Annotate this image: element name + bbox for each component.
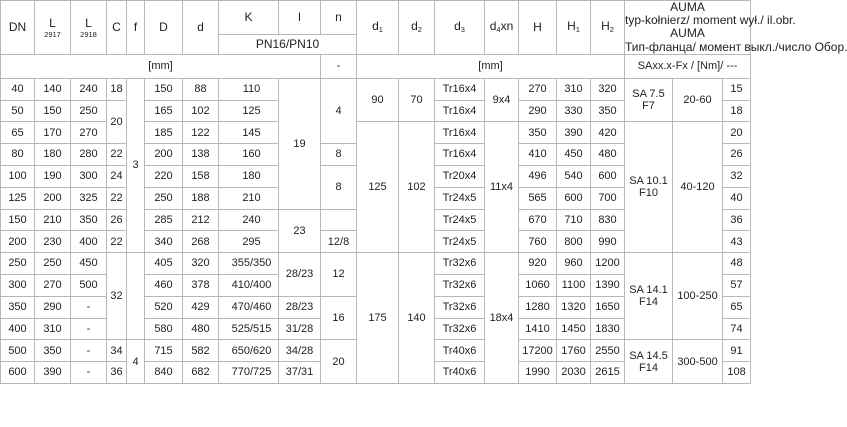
cell-l: 37/31 xyxy=(279,362,321,384)
header-dn: DN xyxy=(1,1,35,55)
cell-d3: Tr20x4 xyxy=(435,165,485,187)
cell-D: 185 xyxy=(145,122,183,144)
cell-H1: 330 xyxy=(557,100,591,122)
cell-turns: 108 xyxy=(723,362,751,384)
header-auma-line: Тип-фланца/ момент выкл./число Обор. xyxy=(625,39,847,54)
units-mm: [mm] xyxy=(357,54,625,78)
header-auma xyxy=(625,0,847,55)
cell-n: 20 xyxy=(321,340,357,384)
cell-l2917: 140 xyxy=(35,78,71,100)
cell-drive-model: SA 10.1 F10 xyxy=(625,122,673,253)
cell-d3: Tr40x6 xyxy=(435,362,485,384)
cell-D: 165 xyxy=(145,100,183,122)
cell-c: 22 xyxy=(107,144,127,166)
cell-l2918: - xyxy=(71,340,107,362)
cell-l2918: 300 xyxy=(71,165,107,187)
cell-c: 32 xyxy=(107,253,127,340)
cell-H1: 1760 xyxy=(557,340,591,362)
cell-turns: 43 xyxy=(723,231,751,253)
cell-H2: 350 xyxy=(591,100,625,122)
cell-l2918: 325 xyxy=(71,187,107,209)
cell-l2917: 170 xyxy=(35,122,71,144)
cell-dn: 80 xyxy=(1,144,35,166)
cell-H: 670 xyxy=(519,209,557,231)
cell-turns: 18 xyxy=(723,100,751,122)
header-H2: H2 xyxy=(591,1,625,55)
cell-c: 18 xyxy=(107,78,127,100)
header-c: C xyxy=(107,1,127,55)
cell-c: 36 xyxy=(107,362,127,384)
cell-n: 12 xyxy=(321,253,357,297)
cell-H1: 710 xyxy=(557,209,591,231)
cell-H2: 480 xyxy=(591,144,625,166)
cell-d3: Tr16x4 xyxy=(435,144,485,166)
cell-turns: 15 xyxy=(723,78,751,100)
header-H1: H1 xyxy=(557,1,591,55)
cell-D: 520 xyxy=(145,296,183,318)
cell-d: 429 xyxy=(183,296,219,318)
cell-turns: 48 xyxy=(723,253,751,275)
cell-D: 580 xyxy=(145,318,183,340)
cell-d3: Tr16x4 xyxy=(435,122,485,144)
cell-dn: 200 xyxy=(1,231,35,253)
cell-d3: Tr24x5 xyxy=(435,231,485,253)
header-H: H xyxy=(519,1,557,55)
cell-d2: 70 xyxy=(399,78,435,122)
cell-H2: 2550 xyxy=(591,340,625,362)
units-dash: - xyxy=(321,54,357,78)
cell-l2917: 190 xyxy=(35,165,71,187)
cell-turns: 57 xyxy=(723,274,751,296)
header-l: l xyxy=(279,1,321,35)
cell-l2917: 390 xyxy=(35,362,71,384)
cell-dn: 500 xyxy=(1,340,35,362)
cell-turns: 26 xyxy=(723,144,751,166)
cell-K: 110 xyxy=(219,78,279,100)
cell-D: 340 xyxy=(145,231,183,253)
cell-l2917: 150 xyxy=(35,100,71,122)
cell-d1: 175 xyxy=(357,253,399,384)
cell-H: 270 xyxy=(519,78,557,100)
header-n: n xyxy=(321,1,357,35)
cell-drive-model: SA 14.5 F14 xyxy=(625,340,673,384)
header-pn: PN16/PN10 xyxy=(219,35,357,54)
cell-d3: Tr32x6 xyxy=(435,296,485,318)
cell-d: 268 xyxy=(183,231,219,253)
cell-H: 410 xyxy=(519,144,557,166)
cell-H2: 1200 xyxy=(591,253,625,275)
header-auma-line: AUMA xyxy=(670,26,705,41)
cell-turns: 40 xyxy=(723,187,751,209)
cell-l2918: 450 xyxy=(71,253,107,275)
cell-K: 240 xyxy=(219,209,279,231)
cell-H: 1280 xyxy=(519,296,557,318)
cell-drive-torque: 20-60 xyxy=(673,78,723,122)
cell-H: 290 xyxy=(519,100,557,122)
cell-turns: 91 xyxy=(723,340,751,362)
cell-d3: Tr24x5 xyxy=(435,187,485,209)
cell-H1: 800 xyxy=(557,231,591,253)
cell-H2: 700 xyxy=(591,187,625,209)
cell-l2917: 180 xyxy=(35,144,71,166)
cell-d: 212 xyxy=(183,209,219,231)
cell-l: 19 xyxy=(279,78,321,209)
cell-n-empty xyxy=(321,209,357,231)
cell-d4xn: 11x4 xyxy=(485,122,519,253)
units-mm: [mm] xyxy=(1,54,321,78)
cell-l2918: - xyxy=(71,318,107,340)
cell-H1: 1100 xyxy=(557,274,591,296)
cell-d: 122 xyxy=(183,122,219,144)
cell-K: 770/725 xyxy=(219,362,279,384)
header-auma-line: typ-kołnierz/ moment wył./ il.obr. xyxy=(625,13,796,28)
header-l-2918: L 2918 xyxy=(71,1,107,55)
cell-c: 22 xyxy=(107,187,127,209)
cell-K: 355/350 xyxy=(219,253,279,275)
cell-H2: 320 xyxy=(591,78,625,100)
cell-K: 410/400 xyxy=(219,274,279,296)
cell-K: 160 xyxy=(219,144,279,166)
cell-d: 158 xyxy=(183,165,219,187)
table-row xyxy=(1,78,751,100)
cell-dn: 350 xyxy=(1,296,35,318)
cell-H: 496 xyxy=(519,165,557,187)
cell-d3: Tr32x6 xyxy=(435,274,485,296)
cell-d2: 102 xyxy=(399,122,435,253)
cell-turns: 32 xyxy=(723,165,751,187)
cell-H: 1410 xyxy=(519,318,557,340)
cell-dn: 150 xyxy=(1,209,35,231)
cell-l2917: 230 xyxy=(35,231,71,253)
cell-l2918: 250 xyxy=(71,100,107,122)
cell-turns: 65 xyxy=(723,296,751,318)
cell-H: 760 xyxy=(519,231,557,253)
cell-D: 150 xyxy=(145,78,183,100)
cell-H2: 2615 xyxy=(591,362,625,384)
cell-l: 28/23 xyxy=(279,296,321,318)
cell-n: 8 xyxy=(321,165,357,209)
units-auma: SAxx.x-Fx / [Nm]/ --- xyxy=(625,54,751,78)
cell-n: 16 xyxy=(321,296,357,340)
cell-c: 26 xyxy=(107,209,127,231)
units-row xyxy=(1,54,751,78)
cell-d: 138 xyxy=(183,144,219,166)
cell-K: 525/515 xyxy=(219,318,279,340)
cell-l2917: 290 xyxy=(35,296,71,318)
header-K: K xyxy=(219,1,279,35)
cell-H1: 310 xyxy=(557,78,591,100)
cell-H2: 990 xyxy=(591,231,625,253)
cell-l: 34/28 xyxy=(279,340,321,362)
cell-turns: 74 xyxy=(723,318,751,340)
cell-l2917: 310 xyxy=(35,318,71,340)
cell-H: 1990 xyxy=(519,362,557,384)
cell-d: 102 xyxy=(183,100,219,122)
cell-d3: Tr16x4 xyxy=(435,78,485,100)
cell-K: 295 xyxy=(219,231,279,253)
cell-K: 125 xyxy=(219,100,279,122)
table-row xyxy=(1,253,751,275)
cell-d: 320 xyxy=(183,253,219,275)
cell-K: 470/460 xyxy=(219,296,279,318)
cell-d: 682 xyxy=(183,362,219,384)
cell-d1: 90 xyxy=(357,78,399,122)
cell-K: 145 xyxy=(219,122,279,144)
cell-l2918: 280 xyxy=(71,144,107,166)
cell-d1: 125 xyxy=(357,122,399,253)
cell-l: 28/23 xyxy=(279,253,321,297)
cell-D: 220 xyxy=(145,165,183,187)
cell-H2: 600 xyxy=(591,165,625,187)
cell-d: 480 xyxy=(183,318,219,340)
cell-H1: 390 xyxy=(557,122,591,144)
cell-dn: 400 xyxy=(1,318,35,340)
cell-l: 31/28 xyxy=(279,318,321,340)
cell-d: 378 xyxy=(183,274,219,296)
cell-d: 582 xyxy=(183,340,219,362)
header-auma-line: AUMA xyxy=(670,0,705,14)
cell-f: 4 xyxy=(127,340,145,384)
cell-turns: 20 xyxy=(723,122,751,144)
cell-l2917: 350 xyxy=(35,340,71,362)
cell-H2: 830 xyxy=(591,209,625,231)
cell-dn: 50 xyxy=(1,100,35,122)
cell-dn: 100 xyxy=(1,165,35,187)
cell-H1: 960 xyxy=(557,253,591,275)
cell-D: 200 xyxy=(145,144,183,166)
cell-l2918: 500 xyxy=(71,274,107,296)
cell-K: 650/620 xyxy=(219,340,279,362)
cell-D: 285 xyxy=(145,209,183,231)
cell-H: 920 xyxy=(519,253,557,275)
cell-H: 17200 xyxy=(519,340,557,362)
cell-f: 3 xyxy=(127,78,145,252)
header-D: D xyxy=(145,1,183,55)
header-l-2917: L 2917 xyxy=(35,1,71,55)
cell-l2918: - xyxy=(71,296,107,318)
cell-n: 4 xyxy=(321,78,357,143)
cell-dn: 250 xyxy=(1,253,35,275)
cell-l2917: 210 xyxy=(35,209,71,231)
header-f: f xyxy=(127,1,145,55)
cell-l2918: - xyxy=(71,362,107,384)
cell-dn: 600 xyxy=(1,362,35,384)
cell-drive-torque: 300-500 xyxy=(673,340,723,384)
cell-l2918: 350 xyxy=(71,209,107,231)
cell-c: 34 xyxy=(107,340,127,362)
cell-l2917: 250 xyxy=(35,253,71,275)
cell-d3: Tr40x6 xyxy=(435,340,485,362)
cell-l2917: 200 xyxy=(35,187,71,209)
cell-H2: 1650 xyxy=(591,296,625,318)
cell-d4xn: 18x4 xyxy=(485,253,519,384)
cell-D: 460 xyxy=(145,274,183,296)
cell-dn: 125 xyxy=(1,187,35,209)
header-d2: d2 xyxy=(399,1,435,55)
cell-D: 405 xyxy=(145,253,183,275)
cell-K: 210 xyxy=(219,187,279,209)
header-d3: d3 xyxy=(435,1,485,55)
cell-drive-model: SA 14.1 F14 xyxy=(625,253,673,340)
cell-H: 1060 xyxy=(519,274,557,296)
cell-l2918: 240 xyxy=(71,78,107,100)
cell-c: 20 xyxy=(107,100,127,144)
cell-H1: 450 xyxy=(557,144,591,166)
cell-dn: 40 xyxy=(1,78,35,100)
cell-H1: 1320 xyxy=(557,296,591,318)
cell-D: 840 xyxy=(145,362,183,384)
cell-H: 350 xyxy=(519,122,557,144)
cell-d3: Tr32x6 xyxy=(435,253,485,275)
cell-drive-model: SA 7.5 F7 xyxy=(625,78,673,122)
cell-c: 22 xyxy=(107,231,127,253)
cell-H1: 540 xyxy=(557,165,591,187)
cell-H2: 420 xyxy=(591,122,625,144)
cell-turns: 36 xyxy=(723,209,751,231)
cell-drive-torque: 40-120 xyxy=(673,122,723,253)
cell-n: 12/8 xyxy=(321,231,357,253)
cell-f-empty xyxy=(127,253,145,340)
cell-drive-torque: 100-250 xyxy=(673,253,723,340)
cell-H1: 2030 xyxy=(557,362,591,384)
cell-dn: 300 xyxy=(1,274,35,296)
cell-D: 715 xyxy=(145,340,183,362)
cell-H2: 1830 xyxy=(591,318,625,340)
cell-d3: Tr32x6 xyxy=(435,318,485,340)
cell-d: 88 xyxy=(183,78,219,100)
cell-dn: 65 xyxy=(1,122,35,144)
cell-K: 180 xyxy=(219,165,279,187)
cell-H: 565 xyxy=(519,187,557,209)
cell-n: 8 xyxy=(321,144,357,166)
cell-l: 23 xyxy=(279,209,321,253)
cell-l2918: 400 xyxy=(71,231,107,253)
cell-d: 188 xyxy=(183,187,219,209)
cell-H1: 600 xyxy=(557,187,591,209)
cell-D: 250 xyxy=(145,187,183,209)
cell-H2: 1390 xyxy=(591,274,625,296)
header-d: d xyxy=(183,1,219,55)
cell-d3: Tr24x5 xyxy=(435,209,485,231)
cell-l2917: 270 xyxy=(35,274,71,296)
cell-c: 24 xyxy=(107,165,127,187)
cell-d3: Tr16x4 xyxy=(435,100,485,122)
header-d4xn: d4xn xyxy=(485,1,519,55)
header-row xyxy=(1,1,751,35)
cell-d4xn: 9x4 xyxy=(485,78,519,122)
cell-H1: 1450 xyxy=(557,318,591,340)
cell-d2: 140 xyxy=(399,253,435,384)
header-d1: d1 xyxy=(357,1,399,55)
cell-l2918: 270 xyxy=(71,122,107,144)
